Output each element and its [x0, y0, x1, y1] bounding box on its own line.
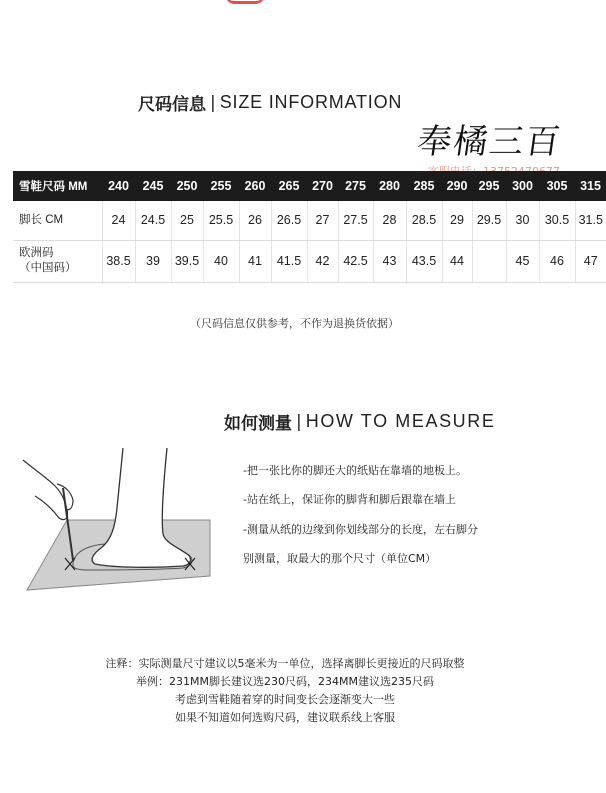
- foot-length-cell: 24: [102, 201, 135, 240]
- foot-length-cell: 28: [373, 201, 406, 240]
- note-line-2: 举例：231MM脚长建议选230尺码，234MM建议选235尺码: [136, 675, 434, 688]
- size-cell: 270: [307, 171, 338, 201]
- foot-length-cell: 29.5: [472, 201, 506, 240]
- eu-size-cell: [472, 240, 506, 282]
- size-info-title-separator: |: [210, 92, 216, 113]
- measure-step-2: -站在纸上，保证你的脚背和脚后跟靠在墙上: [243, 493, 456, 506]
- size-cell: 300: [506, 171, 539, 201]
- eu-size-cell: 39.5: [171, 240, 203, 282]
- foot-length-cell: 24.5: [135, 201, 171, 240]
- size-cell: 250: [171, 171, 203, 201]
- size-info-title: [138, 90, 402, 115]
- size-cell: 260: [239, 171, 271, 201]
- foot-length-cell: 29: [442, 201, 472, 240]
- size-cell: 240: [102, 171, 135, 201]
- note-line-1: 注释：实际测量尺寸建议以5毫米为一单位，选择离脚长更接近的尺码取整: [105, 657, 465, 670]
- foot-length-row: [13, 201, 606, 240]
- eu-size-cell: 43.5: [406, 240, 442, 282]
- watermark-shop-name: 奉橘三百: [414, 122, 565, 162]
- eu-size-cell: 42: [307, 240, 338, 282]
- how-to-measure-title: [224, 409, 496, 434]
- foot-length-cell: 27: [307, 201, 338, 240]
- eu-size-cell: 41.5: [271, 240, 307, 282]
- foot-measure-illustration: [15, 448, 230, 593]
- foot-length-cell: 25.5: [203, 201, 239, 240]
- size-cell: 245: [135, 171, 171, 201]
- eu-size-cell: 43: [373, 240, 406, 282]
- eu-size-cell: 47: [575, 240, 606, 282]
- size-chart-table: [13, 171, 606, 283]
- size-cell: 290: [442, 171, 472, 201]
- foot-length-cell: 28.5: [406, 201, 442, 240]
- eu-size-label: [13, 240, 102, 282]
- how-to-measure-title-separator: |: [296, 411, 302, 432]
- size-cell: 255: [203, 171, 239, 201]
- eu-size-cell: 45: [506, 240, 539, 282]
- size-cell: 285: [406, 171, 442, 201]
- eu-size-row: [13, 240, 606, 282]
- foot-length-cell: 26.5: [271, 201, 307, 240]
- eu-size-cell: 41: [239, 240, 271, 282]
- foot-length-cell: 26: [239, 201, 271, 240]
- size-info-title-en: SIZE INFORMATION: [219, 92, 403, 112]
- foot-length-label: 脚长 CM: [13, 201, 102, 240]
- how-to-measure-title-en: HOW TO MEASURE: [305, 411, 496, 431]
- size-cell: 265: [271, 171, 307, 201]
- how-to-measure-title-cn: 如何测量: [224, 414, 292, 434]
- eu-size-cell: 46: [539, 240, 575, 282]
- foot-length-cell: 31.5: [575, 201, 606, 240]
- size-cell: 315: [575, 171, 606, 201]
- top-decoration-fragment: [225, 0, 265, 4]
- eu-size-cell: 44: [442, 240, 472, 282]
- size-disclaimer: （尺码信息仅供参考，不作为退换货依据）: [190, 317, 399, 330]
- eu-size-cell: 38.5: [102, 240, 135, 282]
- hand: [23, 460, 68, 520]
- note-line-4: 如果不知道如何选购尺码，建议联系线上客服: [175, 711, 395, 724]
- measure-step-4: 别测量，取最大的那个尺寸（单位CM）: [243, 552, 437, 565]
- size-header-row: [13, 171, 606, 201]
- measure-step-1: -把一张比你的脚还大的纸贴在靠墙的地板上。: [243, 464, 467, 477]
- eu-size-cell: 40: [203, 240, 239, 282]
- standing-foot: [92, 448, 190, 567]
- foot-length-cell: 27.5: [338, 201, 373, 240]
- size-header-label: 雪鞋尺码 MM: [13, 171, 102, 201]
- foot-length-cell: 25: [171, 201, 203, 240]
- eu-size-cell: 42.5: [338, 240, 373, 282]
- foot-length-cell: 30.5: [539, 201, 575, 240]
- size-cell: 305: [539, 171, 575, 201]
- note-line-3: 考虑到雪鞋随着穿的时间变长会逐渐变大一些: [175, 693, 395, 706]
- eu-size-label-line2: （中国码）: [19, 262, 77, 274]
- foot-length-cell: 30: [506, 201, 539, 240]
- size-info-title-cn: 尺码信息: [138, 95, 206, 115]
- measure-step-3: -测量从纸的边缘到你划线部分的长度，左右脚分: [243, 523, 478, 536]
- eu-size-label-line1: 欧洲码: [19, 247, 54, 259]
- eu-size-cell: 39: [135, 240, 171, 282]
- size-cell: 295: [472, 171, 506, 201]
- size-cell: 280: [373, 171, 406, 201]
- size-cell: 275: [338, 171, 373, 201]
